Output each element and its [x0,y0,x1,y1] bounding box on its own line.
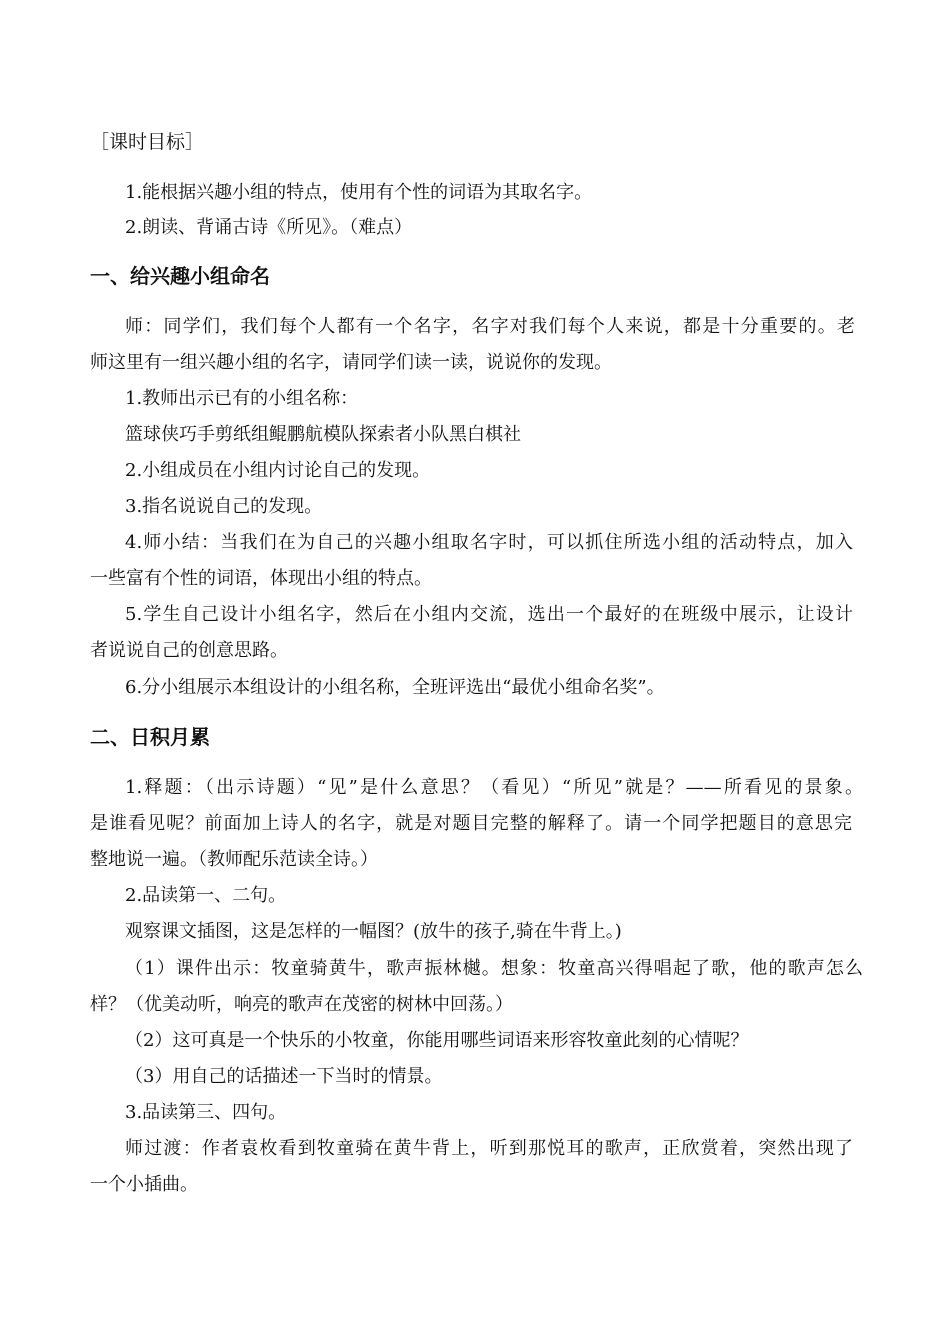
section1-step4-line2: 一些富有个性的词语，体现出小组的特点。 [90,568,432,589]
objectives-label: ［课时目标］ [90,131,205,153]
objective-item-1: 1.能根据兴趣小组的特点，使用有个性的词语为其取名字。 [125,182,593,203]
section1-intro-line2: 师这里有一组兴趣小组的名字，请同学们读一读，说说你的发现。 [90,352,612,373]
transition-line2: 一个小插曲。 [90,1174,198,1195]
section1-step2: 2.小组成员在小组内讨论自己的发现。 [125,460,431,481]
section1-step5-line2: 者说说自己的创意思路。 [90,640,288,661]
section1-step5-line1: 5.学生自己设计小组名字，然后在小组内交流，选出一个最好的在班级中展示，让设计 [125,604,853,625]
section2-heading: 二、日积月累 [90,725,210,749]
sub2: （2）这可真是一个快乐的小牧童，你能用哪些词语来形容牧童此刻的心情呢？ [125,1030,749,1051]
section2-step1-line2: 是谁看见呢？前面加上诗人的名字，就是对题目完整的解释了。请一个同学把题目的意思完 [90,813,852,834]
section1-intro-line1: 师：同学们，我们每个人都有一个名字，名字对我们每个人来说，都是十分重要的。老 [125,316,855,337]
sub3: （3）用自己的话描述一下当时的情景。 [125,1066,443,1087]
section2-step1-line1: 1.释题：（出示诗题）“见”是什么意思？（看见）“所见”就是？——所看见的景象。 [125,777,863,798]
sub1-line2: 样？（优美动听，响亮的歌声在茂密的树林中回荡。） [90,994,513,1015]
group-names: 篮球侠巧手剪纸组鲲鹏航模队探索者小队黑白棋社 [125,424,521,445]
sub1-line1: （1）课件出示：牧童骑黄牛，歌声振林樾。想象：牧童高兴得唱起了歌，他的歌声怎么 [125,958,863,979]
section2-step1-line3: 整地说一遍。（教师配乐范读全诗。） [90,849,378,870]
section2-step2: 2.品读第一、二句。 [125,885,287,906]
section1-heading: 一、给兴趣小组命名 [90,264,270,288]
section1-step3: 3.指名说说自己的发现。 [125,496,323,517]
section1-step4-line1: 4.师小结：当我们在为自己的兴趣小组取名字时，可以抓住所选小组的活动特点，加入 [125,532,853,553]
transition-line1: 师过渡：作者袁枚看到牧童骑在黄牛背上，听到那悦耳的歌声，正欣赏着，突然出现了 [125,1138,853,1159]
section2-step3: 3.品读第三、四句。 [125,1102,287,1123]
objective-item-2: 2.朗读、背诵古诗《所见》。（难点） [125,217,413,238]
observe-question: 观察课文插图，这是怎样的一幅图？(放牛的孩子,骑在牛背上。) [125,921,622,942]
section1-step1: 1.教师出示已有的小组名称： [125,388,359,409]
section1-step6: 6.分小组展示本组设计的小组名称，全班评选出“最优小组命名奖”。 [125,677,665,698]
